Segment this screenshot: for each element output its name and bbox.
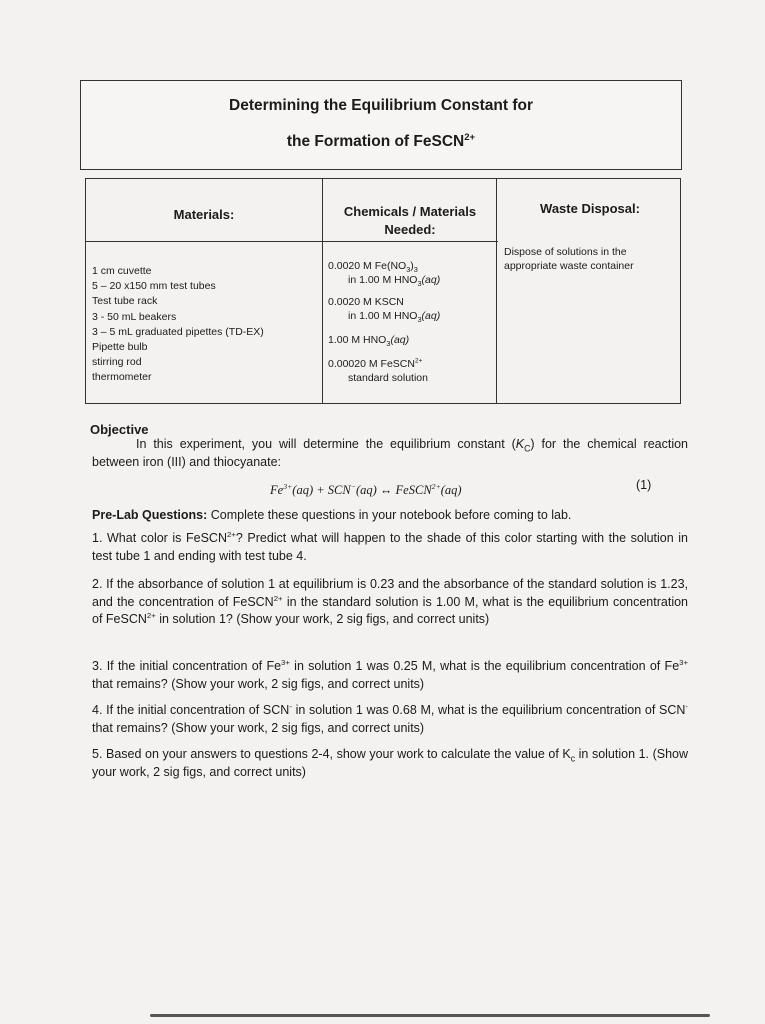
question-1: 1. What color is FeSCN$^{2+}$? Predict what will happen to the shade of this color starting with the solution in test tube 1 and ending with test tube 4. (92, 529, 688, 563)
list-item: 3 – 5 mL graduated pipettes (TD-EX) (92, 325, 264, 338)
list-item: 1 cm cuvette (92, 265, 152, 277)
list-item: 5 – 20 x150 mm test tubes (92, 280, 216, 293)
question-3: 3. If the initial concentration of $Fe^{3+}$ in solution 1 was 0.25 M, what is the equilibrium concentration of $Fe^{3+}$ that remains? (Show your work, 2 sig figs, and correct units) (92, 657, 688, 691)
list-item: stirring rod (92, 356, 142, 369)
list-item: thermometer (92, 371, 152, 384)
chemical-iron-nitrate: 0.0020 M $Fe(NO_3)_3$ in 1.00 M $HNO_3(aq)$ (328, 260, 441, 289)
list-item: Test tube rack (92, 295, 158, 308)
materials-table (85, 178, 681, 404)
prelab-intro: Pre-Lab Questions: Complete these questions in your notebook before coming to lab. (92, 508, 572, 522)
chemical-kscn: 0.0020 M KSCN in 1.00 M $HNO_3(aq)$ (328, 296, 441, 325)
list-item: 3 - 50 mL beakers (92, 310, 177, 323)
table-divider (496, 179, 497, 403)
title-line-1: Determining the Equilibrium Constant for (229, 97, 533, 114)
question-4: 4. If the initial concentration of SCN- in solution 1 was 0.68 M, what is the equilibrium concentration of SCN- that remains? (Show your work, 2 sig figs, and correct units) (92, 701, 688, 735)
materials-list (92, 264, 264, 386)
page-edge-line (150, 1014, 710, 1017)
chemical-nitric-acid: 1.00 M $HNO_3(aq)$ (328, 334, 410, 349)
table-divider (322, 179, 323, 403)
question-5: 5. Based on your answers to questions 2-4, show your work to calculate the value of $K_c$ in solution 1. (Show your work, 2 sig figs, and correct units) (92, 747, 688, 779)
list-item: Pipette bulb (92, 341, 148, 354)
chemicals-header: Chemicals / Materials Needed: (343, 204, 477, 237)
equation-number: (1) (636, 478, 652, 492)
objective-title: Objective (90, 422, 149, 437)
chemical-fescn-standard: 0.00020 M FeSCN$^{2+}$ standard solution (328, 357, 428, 384)
waste-instructions: Dispose of solutions in the appropriate waste container (504, 246, 634, 272)
question-2: 2. If the absorbance of solution 1 at equilibrium is 0.23 and the absorbance of the standard solution is 1.23, and the concentration of FeSCN$^{2+}$ in the standard solution is 1.00 M, what is the equilibrium concentration of FeSCN$^{2+}$ in solution 1? (Show your work, 2 sig figs, and correct units) (92, 577, 689, 626)
reaction-equation: $Fe^{3+}(aq) + SCN^-(aq)$ ↔ FeSCN$^{2+}$(aq) (270, 481, 462, 497)
table-header-divider (86, 241, 498, 242)
title-box (80, 80, 682, 170)
waste-header: Waste Disposal: (540, 201, 640, 216)
title-line-2: the Formation of FeSCN$^{2+}$ (286, 131, 476, 150)
objective-text: In this experiment, you will determine the equilibrium constant $(K_C)$ for the chemical reaction between iron (III) and thiocyanate: (92, 437, 688, 469)
materials-header: Materials: (173, 207, 235, 222)
